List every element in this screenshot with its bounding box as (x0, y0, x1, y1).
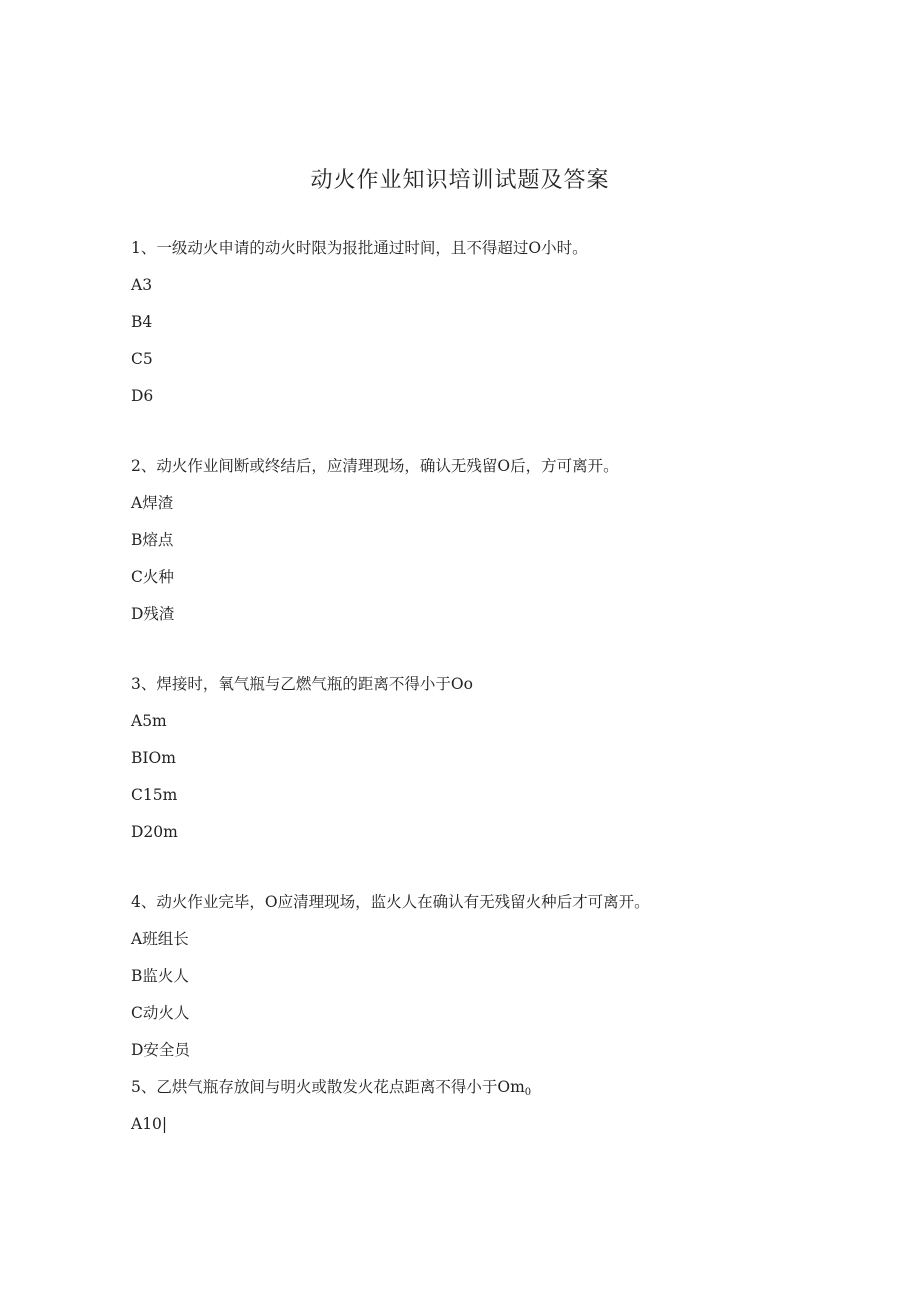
question-3-option-c: C15m (131, 786, 178, 804)
question-1-text: 1、一级动火申请的动火时限为报批通过时间，且不得超过O小时。 (131, 239, 588, 257)
question-1-option-a: A3 (131, 276, 153, 294)
question-3-option-d: D20m (131, 823, 178, 841)
question-2-option-d: D残渣 (131, 605, 175, 623)
question-2-option-b: B熔点 (131, 531, 174, 549)
document-title: 动火作业知识培训试题及答案 (310, 168, 610, 193)
question-1-option-d: D6 (131, 387, 154, 405)
question-3-option-b: BIOm (131, 749, 176, 767)
question-4-option-b: B监火人 (131, 967, 189, 985)
question-2-text: 2、动火作业间断或终结后，应清理现场，确认无残留O后，方可离开。 (131, 457, 619, 475)
question-5-option-a: A10| (131, 1115, 168, 1133)
question-2-option-a: A焊渣 (131, 494, 174, 512)
question-4-option-d: D安全员 (131, 1041, 190, 1059)
question-4-option-c: C动火人 (131, 1004, 190, 1022)
question-1-option-b: B4 (131, 313, 153, 331)
question-1-option-c: C5 (131, 350, 153, 368)
question-4-text: 4、动火作业完毕，O应清理现场，监火人在确认有无残留火种后才可离开。 (131, 893, 650, 911)
question-5-subscript: 0 (524, 1087, 532, 1098)
question-3-text: 3、焊接时，氧气瓶与乙燃气瓶的距离不得小于Oo (131, 675, 473, 693)
question-5-text: 5、乙烘气瓶存放间与明火或散发火花点距离不得小于Om (131, 1078, 525, 1096)
question-4-option-a: A班组长 (131, 930, 189, 948)
question-2-option-c: C火种 (131, 568, 174, 586)
question-5-line (131, 1076, 531, 1104)
question-3-option-a: A5m (131, 712, 167, 730)
